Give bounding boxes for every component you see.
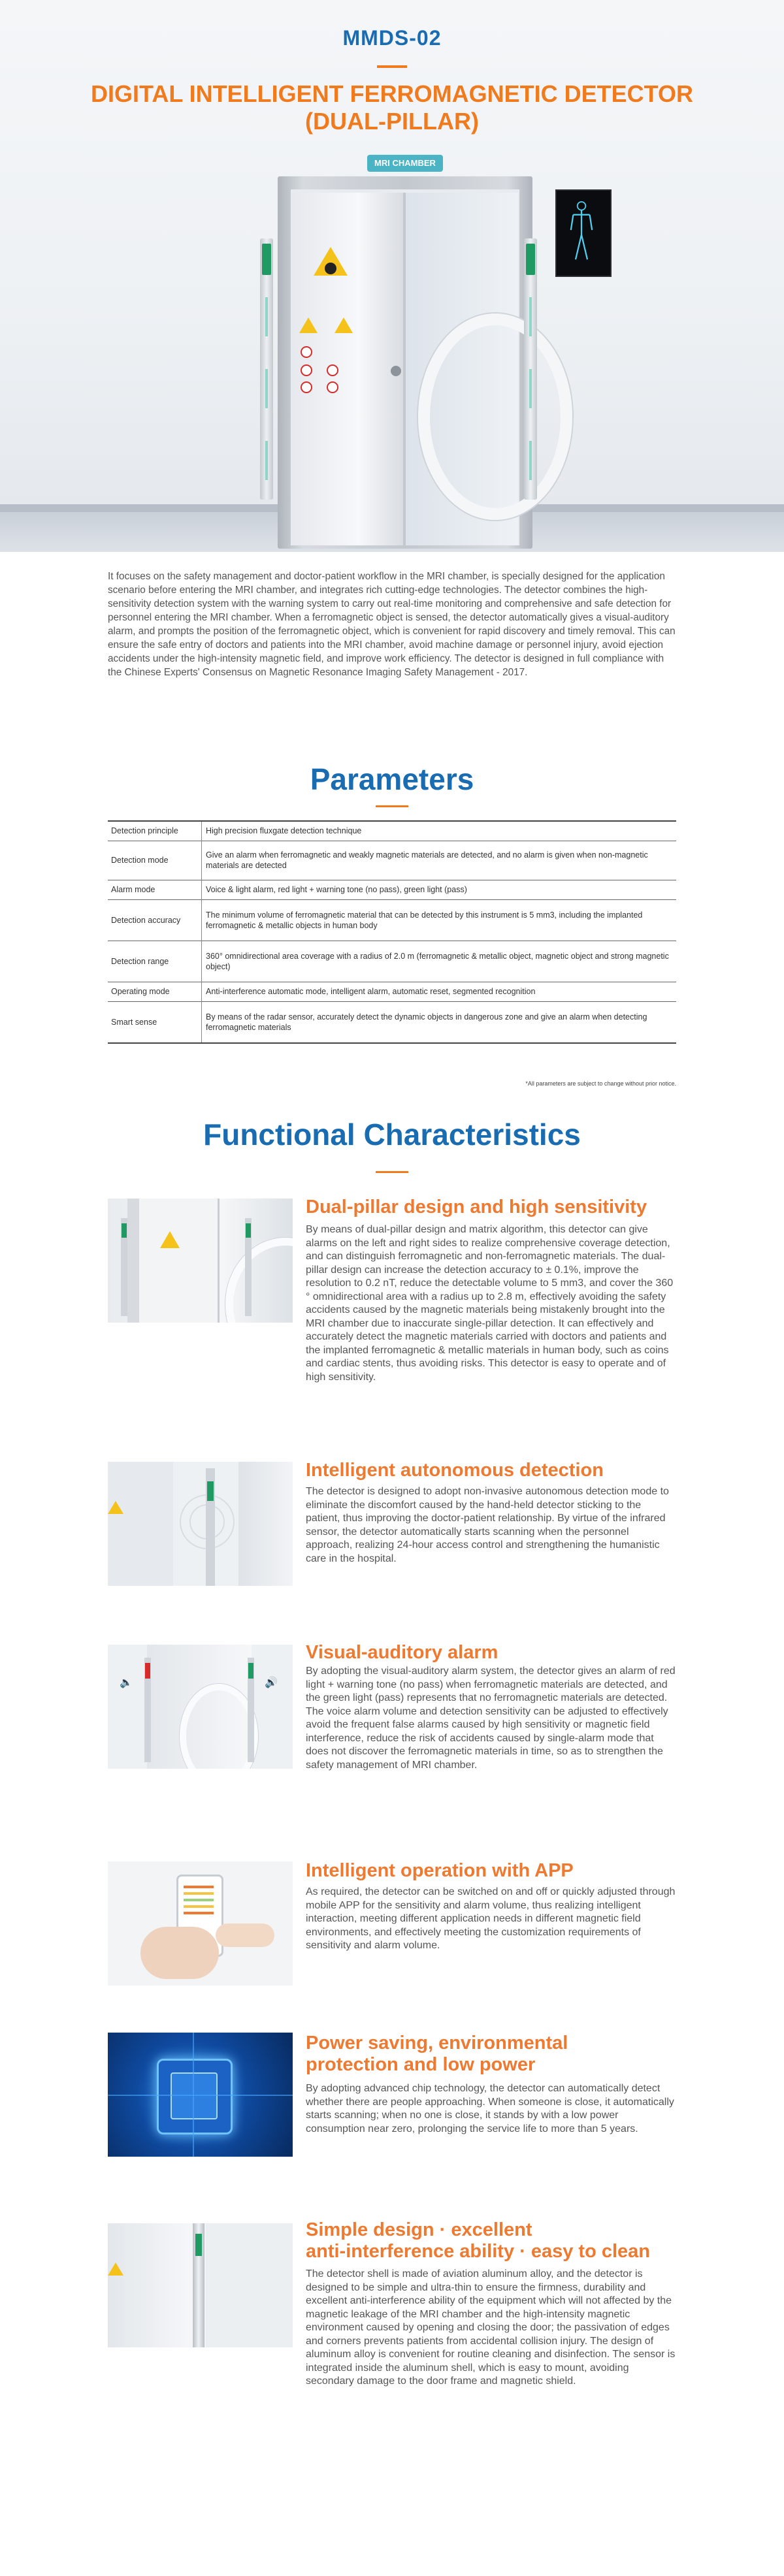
hero-banner [0, 0, 784, 552]
table-row: Detection mode Give an alarm when ferromagnetic and weakly magnetic materials are detected, and no alarm is given when non-magnetic materials are detected [108, 841, 676, 880]
mri-chamber-badge: MRI CHAMBER [367, 155, 443, 172]
status-led [195, 2234, 202, 2256]
feature-title: Intelligent autonomous detection [306, 1460, 604, 1481]
body-scan-monitor [555, 189, 612, 277]
status-led [526, 244, 535, 275]
feature-description: The detector is designed to adopt non-invasive autonomous detection mode to eliminate the discomfort caused by the hand-held detector sticking to the patient, thus improving the doctor-patient relationship. By virtue of the infrared sensor, the detector automatically starts scanning when the personnel approach, realizing 24-hour access control and strengthening the humanistic care in the hospital. [306, 1486, 669, 1564]
status-led [246, 1223, 251, 1238]
visual-auditory-image [108, 1645, 293, 1769]
table-row: Alarm mode Voice & light alarm, red light + warning tone (no pass), green light (pass) [108, 880, 676, 899]
model-number: MMDS-02 [342, 26, 442, 50]
feature-description: As required, the detector can be switched on and off or quickly adjusted through mobile APP for the sensitivity and alarm volume, thus realizing intelligent interaction, meeting different application needs in different magnetic field environments, and effectively meeting the customization requirements of sensitivity and alarm volume. [306, 1886, 676, 1951]
mri-scanner [418, 314, 572, 520]
radiation-warning-sign [160, 1231, 180, 1248]
caution-icon [108, 1501, 123, 1514]
alarm-led [145, 1663, 150, 1679]
left-detector-pillar [260, 238, 273, 500]
hand [140, 1927, 219, 1979]
feature-description: By adopting advanced chip technology, the detector can automatically detect whether there are people approaching. When someone is close, it automatically starts scanning; when no one is close, it stands by with a low power consumption near zero, prolonging the service life to more than 5 years. [306, 2083, 674, 2134]
prohibition-icon [301, 364, 312, 376]
status-led [248, 1663, 253, 1679]
prohibition-icon [327, 364, 338, 376]
hand [216, 1924, 274, 1947]
feature-description: The detector shell is made of aviation aluminum alloy, and the detector is designed to be simple and ultra-thin to ensure the firmness, durability and excellent anti-interference ability of the equipment which will not affected by the magnetic leakage of the MRI chamber and the high-intensity magnetic environment caused by opening and closing the door; the passivation of edges and corners prevents patients from accidental collision injury. The design of aluminum alloy is convenient for routine cleaning and disinfection. The sensor is integrated inside the aluminum shell, which is easy to mount, avoiding secondary damage to the door frame and magnetic shield. [306, 2268, 676, 2387]
parameters-heading: Parameters [310, 762, 474, 796]
prohibition-icon [301, 346, 312, 358]
table-row: Detection accuracy The minimum volume of ferromagnetic material that can be detected by this instrument is 5 mm3, including the implanted ferromagnetic & metallic objects in human body [108, 899, 676, 941]
dual-pillar-image [108, 1199, 293, 1323]
feature-description: By adopting the visual-auditory alarm system, the detector gives an alarm of red light + warning tone (no pass) when ferromagnetic materials are detected, and the green light (pass) represents that no ferromagnetic materials are detected. The voice alarm volume and detection sensitivity can be adjusted to effectively avoid the frequent false alarms caused by high sensitivity or magnetic field interference, reduce the risk of accidents caused by single-alarm mode that does not discover the ferromagnetic materials in time, so as to strengthen the safety management of MRI chamber. [306, 1666, 676, 1771]
simple-design-image [108, 2223, 293, 2347]
prohibition-icon [301, 381, 312, 393]
status-led [122, 1223, 127, 1238]
divider [377, 65, 407, 68]
speaker-icon: 🔈 [120, 1676, 133, 1688]
feature-title: Visual-auditory alarm [306, 1642, 498, 1663]
functional-heading: Functional Characteristics [203, 1118, 581, 1151]
table-row: Detection principle High precision fluxgate detection technique [108, 821, 676, 841]
mobile-app-image [108, 1861, 293, 1986]
divider [376, 805, 408, 807]
intro-paragraph: It focuses on the safety management and doctor-patient workflow in the MRI chamber, is specially designed for the application scenario before entering the MRI chamber, and integrates rich cutting-edge technologies. The detector combines the high-sensitivity detection system with the warning system to carry out real-time monitoring and comprehensive and safe detection for personnel entering the MRI chamber. When a ferromagnetic object is sensed, the detector automatically gives a visual-auditory alarm, and prompts the position of the ferromagnetic object, which is convenient for rapid discovery and timely removal. This can ensure the safe entry of doctors and patients into the MRI chamber, avoid machine damage or personnel injury, avoid ejection accidents under the high-intensity magnetic field, and improve work efficiency. The detector is designed in full compliance with the Chinese Experts' Consensus on Magnetic Resonance Imaging Safety Management - 2017. [108, 571, 676, 678]
caution-icon [108, 2262, 123, 2276]
table-row: Smart sense By means of the radar sensor, accurately detect the dynamic objects in dangerous zone and give an alarm when detecting ferromagnetic materials [108, 1001, 676, 1043]
door-handle [391, 366, 401, 376]
prohibition-icon [327, 381, 338, 393]
feature-title: Intelligent operation with APP [306, 1860, 574, 1881]
chip-technology-image [108, 2033, 293, 2157]
parameters-footnote: *All parameters are subject to change without prior notice. [525, 1080, 676, 1087]
table-row: Operating mode Anti-interference automatic mode, intelligent alarm, automatic reset, segmented recognition [108, 982, 676, 1001]
feature-description: By means of dual-pillar design and matrix algorithm, this detector can give alarms on the left and right sides to realize comprehensive coverage detection, and can distinguish ferromagnetic and non-ferromagnetic materials. The dual-pillar design can increase the detection accuracy to ± 0.1%, improve the resolution to 0.2 nT, reduce the detectable volume to 5 mm3, and cover the 360 ° omnidirectional area with a radius up to 2.8 m, effectively avoiding the safety accidents caused by the magnetic materials being mistakenly brought into the MRI chamber due to inaccurate single-pillar detection. It can effectively and accurately detect the magnetic materials carried with doctors and patients and the implanted ferromagnetic & metallic materials in human body, such as coins and cardiac stents, thus avoiding risks. This detector is easy to operate and of high sensitivity. [306, 1224, 674, 1383]
human-figure-icon [570, 199, 593, 264]
autonomous-detection-image [108, 1462, 293, 1586]
feature-title: Power saving, environmental protection and low power [306, 2033, 568, 2075]
caution-icon [335, 317, 353, 333]
feature-title: Dual-pillar design and high sensitivity [306, 1197, 647, 1217]
caution-icon [299, 317, 318, 333]
parameters-table [108, 820, 676, 1044]
table-row: Detection range 360° omnidirectional area coverage with a radius of 2.0 m (ferromagnetic & metallic object, magnetic object and strong magnetic object) [108, 941, 676, 982]
right-detector-pillar [524, 238, 537, 500]
status-led [262, 244, 271, 275]
speaker-icon: 🔊 [265, 1676, 278, 1688]
product-title: DIGITAL INTELLIGENT FERROMAGNETIC DETECTOR (DUAL-PILLAR) [91, 80, 693, 135]
feature-title: Simple design · excellent anti-interference ability · easy to clean [306, 2219, 651, 2262]
status-led [207, 1481, 214, 1501]
divider [376, 1171, 408, 1173]
chip-icon [157, 2059, 233, 2134]
